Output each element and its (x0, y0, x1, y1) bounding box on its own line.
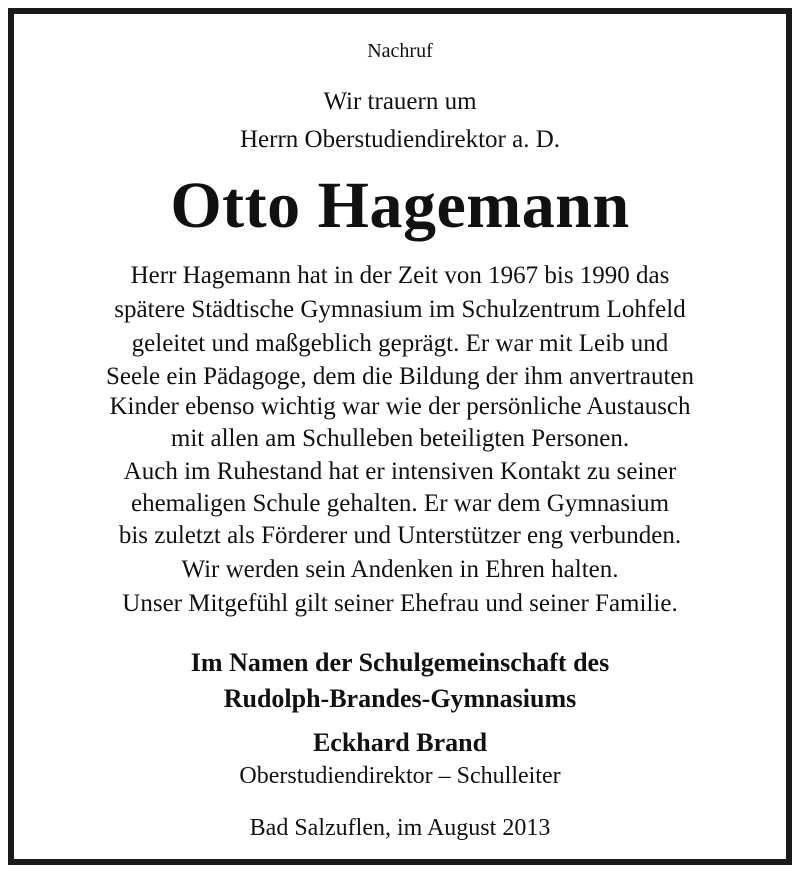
paragraph-1-line-4: Seele ein Pädagoge, dem die Bildung der ihm anvertrauten (105, 363, 694, 390)
paragraph-2-line-3: bis zuletzt als Förderer und Unterstützer eng verbunden. (118, 522, 682, 549)
closing-line-2: Unser Mitgefühl gilt seiner Ehefrau und seiner Familie. (122, 590, 678, 617)
intro-line-1: Wir trauern um (323, 88, 477, 115)
paragraph-1-line-6: mit allen am Schulleben beteiligten Personen. (170, 425, 630, 452)
intro-line-2: Herrn Oberstudiendirektor a. D. (239, 126, 561, 153)
paragraph-1-line-1: Herr Hagemann hat in der Zeit von 1967 bis 1990 das (130, 262, 670, 289)
closing-line-1: Wir werden sein Andenken in Ehren halten. (181, 556, 619, 583)
signer-title: Oberstudiendirektor – Schulleiter (239, 763, 561, 789)
notice-heading: Nachruf (367, 40, 433, 62)
place-and-date: Bad Salzuflen, im August 2013 (249, 815, 551, 841)
paragraph-1-line-3: geleitet und maßgeblich geprägt. Er war mit Leib und (131, 330, 669, 357)
organization-line-1: Im Namen der Schulgemeinschaft des (190, 648, 610, 677)
signer-name: Eckhard Brand (312, 728, 488, 757)
deceased-name: Otto Hagemann (170, 169, 630, 242)
paragraph-2-line-2: ehemaligen Schule gehalten. Er war dem Gymnasium (130, 490, 670, 517)
paragraph-1-line-5: Kinder ebenso wichtig war wie der persönliche Austausch (109, 393, 691, 420)
paragraph-1-line-2: spätere Städtische Gymnasium im Schulzentrum Lohfeld (114, 296, 686, 323)
organization-line-2: Rudolph-Brandes-Gymnasiums (223, 684, 577, 713)
paragraph-2-line-1: Auch im Ruhestand hat er intensiven Kontakt zu seiner (123, 458, 677, 485)
